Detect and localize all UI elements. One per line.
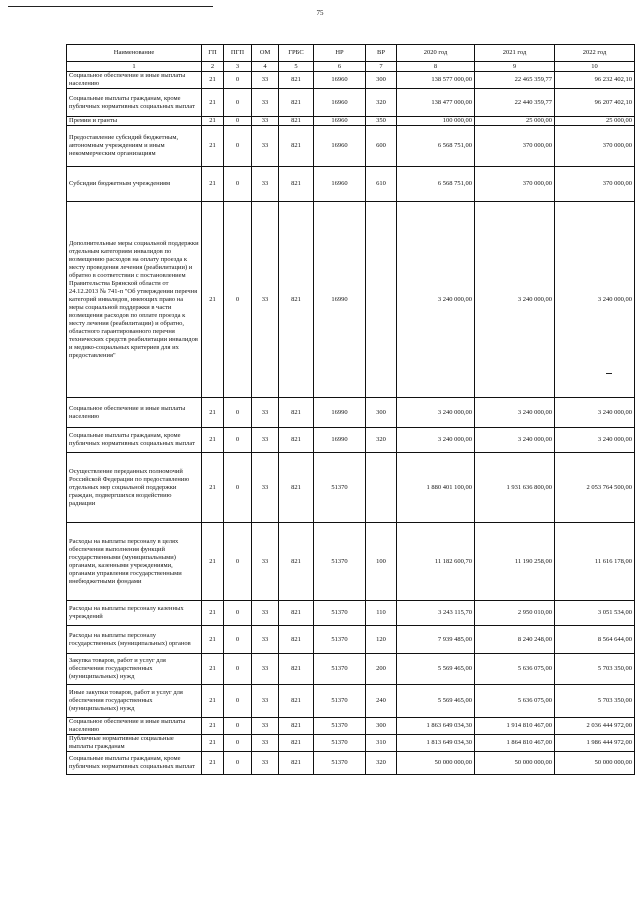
table-cell-gp: 21	[202, 202, 224, 398]
table-cell-y2021: 3 240 000,00	[475, 202, 555, 398]
index-cell: 8	[397, 62, 475, 72]
page-number: 75	[316, 9, 324, 17]
table-cell-gp: 21	[202, 718, 224, 735]
table-cell-y2022: 3 240 000,00	[555, 398, 635, 428]
table-cell-gp: 21	[202, 126, 224, 167]
table-cell-nr: 16960	[314, 117, 366, 126]
table-cell-name: Иные закупки товаров, работ и услуг для обеспечения государственных (муниципальных) нужд	[67, 685, 202, 718]
table-cell-vr: 120	[366, 626, 397, 654]
table-cell-nr: 16990	[314, 428, 366, 453]
table-cell-pgp: 0	[224, 752, 252, 775]
table-cell-grbs: 821	[279, 453, 314, 523]
table-body	[67, 72, 635, 775]
index-cell: 10	[555, 62, 635, 72]
table-cell-pgp: 0	[224, 167, 252, 202]
table-cell-gp: 21	[202, 117, 224, 126]
table-cell-grbs: 821	[279, 72, 314, 89]
index-cell: 2	[202, 62, 224, 72]
table-cell-vr: 300	[366, 398, 397, 428]
table-cell-grbs: 821	[279, 626, 314, 654]
table-row	[67, 601, 635, 626]
table-row	[67, 453, 635, 523]
header-cell: ОМ	[252, 45, 279, 62]
table-cell-vr: 350	[366, 117, 397, 126]
table-cell-om: 33	[252, 117, 279, 126]
table-cell-gp: 21	[202, 523, 224, 601]
pen-mark	[606, 373, 612, 374]
table-cell-nr: 51370	[314, 453, 366, 523]
table-cell-om: 33	[252, 72, 279, 89]
table-cell-vr: 320	[366, 89, 397, 117]
table-cell-y2021: 5 636 075,00	[475, 685, 555, 718]
table-cell-om: 33	[252, 398, 279, 428]
table-row	[67, 523, 635, 601]
table-cell-y2020: 138 477 000,00	[397, 89, 475, 117]
table-cell-y2021: 50 000 000,00	[475, 752, 555, 775]
table-cell-gp: 21	[202, 72, 224, 89]
header-cell: 2021 год	[475, 45, 555, 62]
table-cell-pgp: 0	[224, 428, 252, 453]
table-cell-name: Социальные выплаты гражданам, кроме публичных нормативных социальных выплат	[67, 428, 202, 453]
table-cell-y2021: 3 240 000,00	[475, 398, 555, 428]
table-cell-name: Социальное обеспечение и иные выплаты населению	[67, 398, 202, 428]
table-cell-y2020: 100 000,00	[397, 117, 475, 126]
table-cell-pgp: 0	[224, 718, 252, 735]
table-cell-om: 33	[252, 718, 279, 735]
table-cell-vr: 300	[366, 718, 397, 735]
table-cell-nr: 16960	[314, 167, 366, 202]
table-cell-grbs: 821	[279, 117, 314, 126]
table-cell-gp: 21	[202, 89, 224, 117]
index-cell: 3	[224, 62, 252, 72]
table-cell-y2021: 3 240 000,00	[475, 428, 555, 453]
index-cell: 1	[67, 62, 202, 72]
table-cell-name: Дополнительные меры социальной поддержки отдельным категориям инвалидов по возмещению расходов на оплату проезда к месту проведения лечения (реабилитации) и обратно в соответствии с постановлением Правительства Брянской области от 24.12.2013 № 741-п "Об утверждении перечня категорий инвалидов, имеющих право на меры социальной поддержки в части возмещения расходов по оплате проезда к месту лечения (реабилитации) и обратно, областного гарантированного перечня технических средств реабилитации инвалидов и медико-социальных критериев для их предоставления"	[67, 202, 202, 398]
table-cell-nr: 51370	[314, 685, 366, 718]
table-cell-gp: 21	[202, 654, 224, 685]
table-cell-name: Закупка товаров, работ и услуг для обеспечения государственных (муниципальных) нужд	[67, 654, 202, 685]
table-cell-y2021: 370 000,00	[475, 167, 555, 202]
table-row	[67, 735, 635, 752]
table-cell-y2020: 1 880 401 100,00	[397, 453, 475, 523]
index-cell: 6	[314, 62, 366, 72]
table-cell-nr: 16960	[314, 72, 366, 89]
table-cell-om: 33	[252, 735, 279, 752]
table-cell-y2021: 11 190 258,00	[475, 523, 555, 601]
table-cell-vr: 600	[366, 126, 397, 167]
table-cell-y2022: 2 053 764 500,00	[555, 453, 635, 523]
table-cell-y2022: 5 703 350,00	[555, 654, 635, 685]
table-row	[67, 428, 635, 453]
table-cell-name: Социальные выплаты гражданам, кроме публичных нормативных социальных выплат	[67, 752, 202, 775]
table-cell-nr: 51370	[314, 523, 366, 601]
table-cell-nr: 51370	[314, 601, 366, 626]
table-cell-pgp: 0	[224, 685, 252, 718]
table-cell-y2020: 1 863 649 034,30	[397, 718, 475, 735]
table-cell-gp: 21	[202, 167, 224, 202]
table-cell-om: 33	[252, 601, 279, 626]
table-cell-pgp: 0	[224, 453, 252, 523]
table-cell-grbs: 821	[279, 523, 314, 601]
table-cell-name: Расходы на выплаты персоналу государственных (муниципальных) органов	[67, 626, 202, 654]
table-cell-pgp: 0	[224, 126, 252, 167]
index-cell: 9	[475, 62, 555, 72]
table-cell-name: Социальное обеспечение и иные выплаты населению	[67, 718, 202, 735]
table-cell-om: 33	[252, 428, 279, 453]
table-cell-y2020: 1 813 649 034,30	[397, 735, 475, 752]
table-cell-gp: 21	[202, 626, 224, 654]
table-cell-name: Субсидии бюджетным учреждениям	[67, 167, 202, 202]
table-cell-y2020: 5 569 465,00	[397, 685, 475, 718]
index-cell: 7	[366, 62, 397, 72]
header-cell: 2020 год	[397, 45, 475, 62]
table-cell-om: 33	[252, 654, 279, 685]
table-cell-y2021: 2 950 010,00	[475, 601, 555, 626]
table-cell-grbs: 821	[279, 428, 314, 453]
table-cell-om: 33	[252, 523, 279, 601]
table-row	[67, 685, 635, 718]
table-cell-om: 33	[252, 685, 279, 718]
table-cell-pgp: 0	[224, 601, 252, 626]
table-row	[67, 117, 635, 126]
table-cell-pgp: 0	[224, 626, 252, 654]
table-cell-vr: 320	[366, 428, 397, 453]
table-cell-vr: 320	[366, 752, 397, 775]
table-cell-name: Предоставление субсидий бюджетным, автономным учреждениям и иным некоммерческим организациям	[67, 126, 202, 167]
header-cell: Наименование	[67, 45, 202, 62]
table-cell-pgp: 0	[224, 735, 252, 752]
table-cell-vr: 100	[366, 523, 397, 601]
table-cell-y2020: 3 240 000,00	[397, 428, 475, 453]
table-cell-y2021: 22 440 359,77	[475, 89, 555, 117]
table-cell-grbs: 821	[279, 398, 314, 428]
table-cell-grbs: 821	[279, 202, 314, 398]
header-cell: ПГП	[224, 45, 252, 62]
table-cell-y2022: 11 616 178,00	[555, 523, 635, 601]
table-row	[67, 89, 635, 117]
table-cell-pgp: 0	[224, 202, 252, 398]
table-cell-y2022: 3 240 000,00	[555, 202, 635, 398]
table-cell-pgp: 0	[224, 398, 252, 428]
table-cell-pgp: 0	[224, 117, 252, 126]
table-cell-nr: 16990	[314, 202, 366, 398]
table-cell-vr: 110	[366, 601, 397, 626]
table-cell-name: Расходы на выплаты персоналу в целях обеспечения выполнения функций государственными (муниципальными) органами, казенными учреждениями, органами управления государственными внебюджетными фондами	[67, 523, 202, 601]
table-cell-name: Социальное обеспечение и иные выплаты населению	[67, 72, 202, 89]
table-cell-om: 33	[252, 126, 279, 167]
table-cell-grbs: 821	[279, 89, 314, 117]
table-cell-nr: 51370	[314, 752, 366, 775]
table-cell-gp: 21	[202, 428, 224, 453]
header-row	[67, 45, 635, 62]
table-row	[67, 752, 635, 775]
table-cell-y2022: 50 000 000,00	[555, 752, 635, 775]
table-cell-y2021: 370 000,00	[475, 126, 555, 167]
table-cell-y2022: 8 564 644,00	[555, 626, 635, 654]
index-row	[67, 62, 635, 72]
table-row	[67, 718, 635, 735]
table-cell-grbs: 821	[279, 735, 314, 752]
table-cell-y2022: 3 051 534,00	[555, 601, 635, 626]
table-cell-y2020: 50 000 000,00	[397, 752, 475, 775]
table-cell-grbs: 821	[279, 752, 314, 775]
header-cell: ВР	[366, 45, 397, 62]
table-cell-grbs: 821	[279, 685, 314, 718]
table-cell-name: Публичные нормативные социальные выплаты гражданам	[67, 735, 202, 752]
table-cell-y2020: 3 243 115,70	[397, 601, 475, 626]
budget-table	[66, 44, 635, 775]
table-cell-y2020: 11 182 600,70	[397, 523, 475, 601]
table-row	[67, 167, 635, 202]
table-cell-pgp: 0	[224, 72, 252, 89]
table-cell-gp: 21	[202, 685, 224, 718]
table-cell-y2022: 370 000,00	[555, 167, 635, 202]
header-cell: ГРБС	[279, 45, 314, 62]
table-cell-om: 33	[252, 202, 279, 398]
table-cell-om: 33	[252, 167, 279, 202]
table-cell-y2022: 2 036 444 972,00	[555, 718, 635, 735]
table-cell-y2022: 25 000,00	[555, 117, 635, 126]
table-cell-pgp: 0	[224, 654, 252, 685]
table-cell-grbs: 821	[279, 601, 314, 626]
table-cell-pgp: 0	[224, 89, 252, 117]
table-cell-gp: 21	[202, 752, 224, 775]
table-cell-vr: 240	[366, 685, 397, 718]
table-cell-gp: 21	[202, 601, 224, 626]
header-cell: НР	[314, 45, 366, 62]
table-cell-grbs: 821	[279, 654, 314, 685]
header-cell: 2022 год	[555, 45, 635, 62]
table-cell-om: 33	[252, 626, 279, 654]
header-cell: ГП	[202, 45, 224, 62]
table-cell-name: Социальные выплаты гражданам, кроме публичных нормативных социальных выплат	[67, 89, 202, 117]
table-cell-y2021: 25 000,00	[475, 117, 555, 126]
table-cell-y2020: 7 939 485,00	[397, 626, 475, 654]
table-cell-y2021: 1 931 636 800,00	[475, 453, 555, 523]
table-cell-vr: 610	[366, 167, 397, 202]
table-cell-grbs: 821	[279, 167, 314, 202]
table-cell-y2021: 1 864 810 467,00	[475, 735, 555, 752]
top-rule	[8, 6, 213, 7]
table-cell-y2020: 3 240 000,00	[397, 398, 475, 428]
table-cell-om: 33	[252, 752, 279, 775]
table-cell-gp: 21	[202, 453, 224, 523]
table-cell-grbs: 821	[279, 718, 314, 735]
table-cell-vr	[366, 202, 397, 398]
table-cell-nr: 51370	[314, 626, 366, 654]
table-cell-nr: 16960	[314, 126, 366, 167]
table-cell-y2022: 96 232 402,10	[555, 72, 635, 89]
table-cell-name: Расходы на выплаты персоналу казенных учреждений	[67, 601, 202, 626]
table-row	[67, 72, 635, 89]
table-cell-y2020: 5 569 465,00	[397, 654, 475, 685]
table-cell-vr: 200	[366, 654, 397, 685]
table-row	[67, 398, 635, 428]
table-cell-nr: 16990	[314, 398, 366, 428]
table-cell-y2022: 96 207 402,10	[555, 89, 635, 117]
table-cell-om: 33	[252, 453, 279, 523]
index-cell: 4	[252, 62, 279, 72]
table-cell-pgp: 0	[224, 523, 252, 601]
table-row	[67, 654, 635, 685]
table-cell-gp: 21	[202, 398, 224, 428]
table-cell-vr: 300	[366, 72, 397, 89]
table-row	[67, 202, 635, 398]
table-cell-y2022: 5 703 350,00	[555, 685, 635, 718]
table-cell-y2020: 3 240 000,00	[397, 202, 475, 398]
table-cell-nr: 16960	[314, 89, 366, 117]
table-cell-gp: 21	[202, 735, 224, 752]
table-cell-y2021: 1 914 810 467,00	[475, 718, 555, 735]
table-cell-nr: 51370	[314, 654, 366, 685]
table-row	[67, 126, 635, 167]
table-cell-y2021: 8 240 248,00	[475, 626, 555, 654]
table-cell-name: Премии и гранты	[67, 117, 202, 126]
table-cell-y2022: 1 986 444 972,00	[555, 735, 635, 752]
table-cell-y2020: 138 577 000,00	[397, 72, 475, 89]
table-cell-y2022: 3 240 000,00	[555, 428, 635, 453]
table-row	[67, 626, 635, 654]
table-cell-grbs: 821	[279, 126, 314, 167]
table-cell-vr: 310	[366, 735, 397, 752]
table-cell-name: Осуществление переданных полномочий Российской Федерации по предоставлению отдельных мер социальной поддержки граждан, подвергшихся воздействию радиации	[67, 453, 202, 523]
table-cell-vr	[366, 453, 397, 523]
table-cell-y2020: 6 568 751,00	[397, 167, 475, 202]
table-cell-y2021: 22 465 359,77	[475, 72, 555, 89]
index-cell: 5	[279, 62, 314, 72]
table-cell-y2022: 370 000,00	[555, 126, 635, 167]
table-cell-om: 33	[252, 89, 279, 117]
table-cell-y2020: 6 568 751,00	[397, 126, 475, 167]
table-cell-nr: 51370	[314, 735, 366, 752]
table-cell-nr: 51370	[314, 718, 366, 735]
table-cell-y2021: 5 636 075,00	[475, 654, 555, 685]
